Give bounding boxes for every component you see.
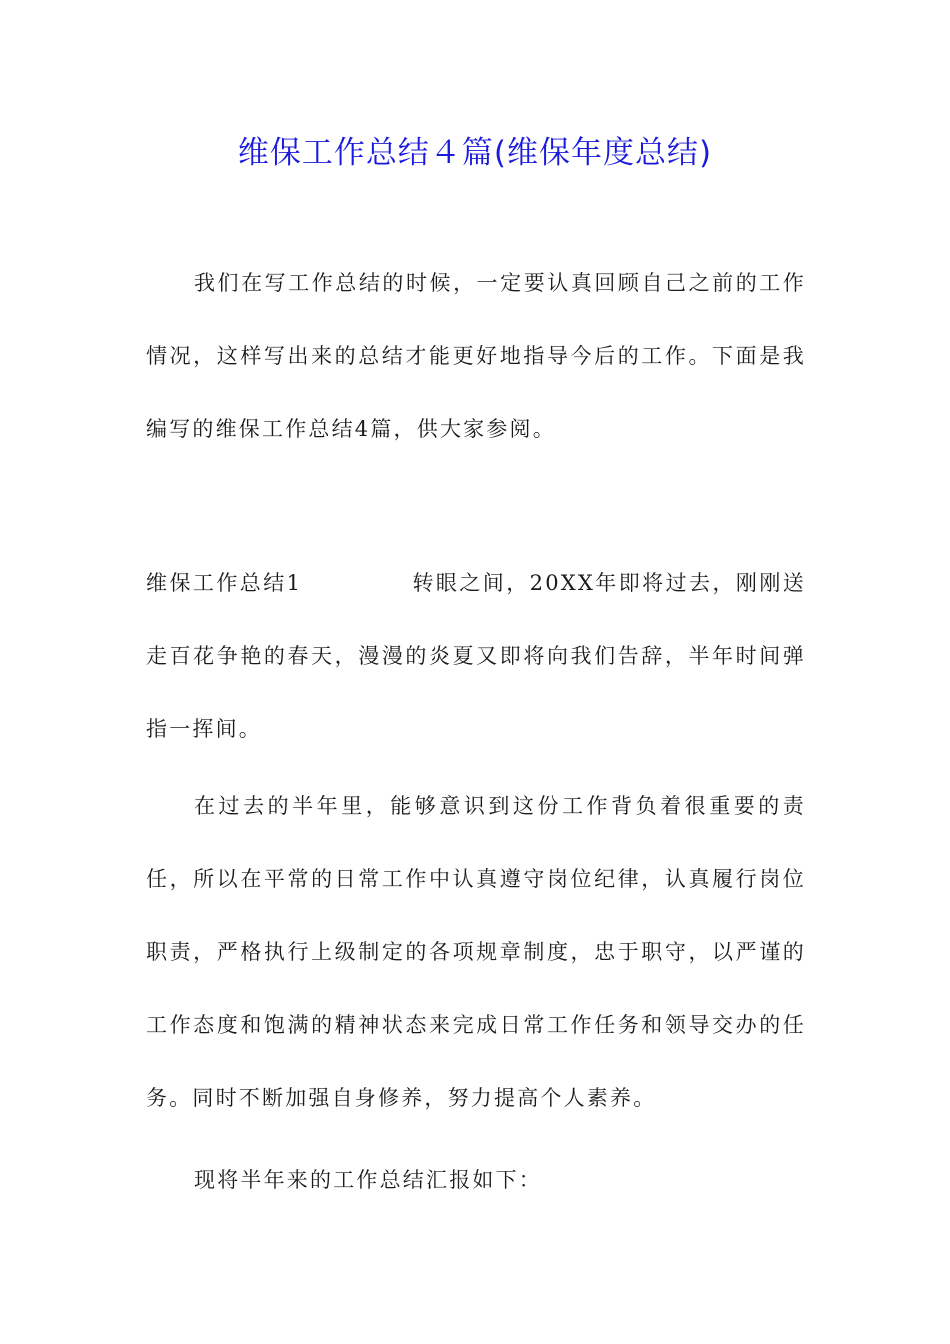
section1-heading: 维保工作总结1: [146, 571, 303, 595]
body-paragraph-3: 现将半年来的工作总结汇报如下：: [194, 1168, 542, 1192]
body-paragraph-2: 在过去的半年里，能够意识到这份工作背负着很重要的责任，所以在平常的日常工作中认真遵守岗位纪律，认真履行岗位职责，严格执行上级制定的各项规章制度，忠于职守，以严谨的工作态度和饱满的精神状态来完成日常工作任务和领导交办的任务。同时不断加强自身修养，努力提高个人素养。: [146, 794, 806, 1110]
section1-paragraph: [146, 547, 806, 766]
section1-text: 转眼之间，20XX年即将过去，刚刚送走百花争艳的春天，漫漫的炎夏又即将向我们告辞，半年时间弹指一挥间。: [146, 571, 806, 741]
document-title: 维保工作总结４篇(维保年度总结): [237, 135, 713, 171]
intro-paragraph: 我们在写工作总结的时候，一定要认真回顾自己之前的工作情况，这样写出来的总结才能更好地指导今后的工作。下面是我编写的维保工作总结4篇，供大家参阅。: [146, 271, 806, 441]
